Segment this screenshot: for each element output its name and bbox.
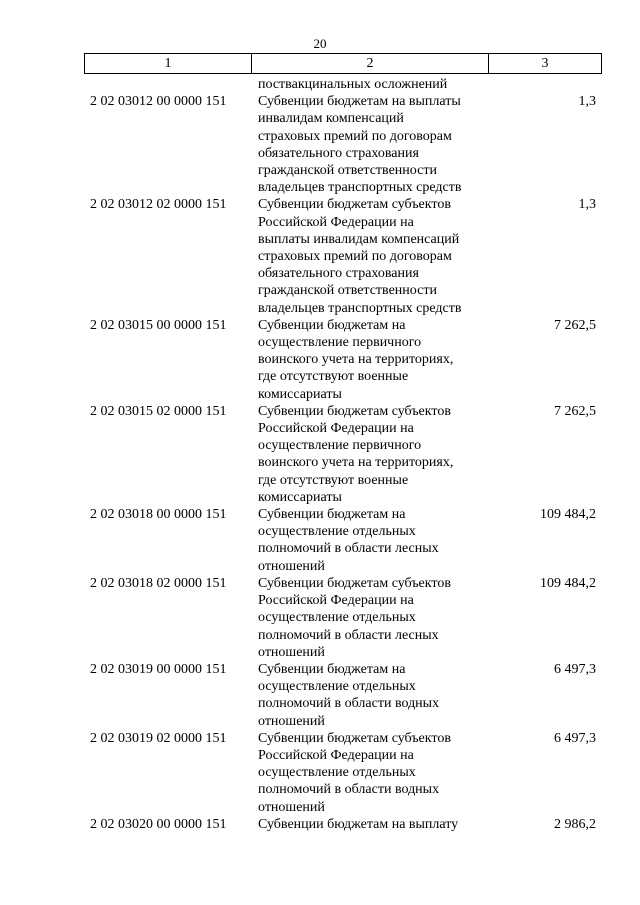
budget-code: 2 02 03015 00 0000 151 xyxy=(90,317,227,333)
description-line: полномочий в области водных xyxy=(258,696,440,712)
budget-code: 2 02 03012 00 0000 151 xyxy=(90,94,227,110)
description xyxy=(258,730,490,816)
description-line: Российской Федерации на xyxy=(258,747,414,763)
description-line: выплаты инвалидам компенсаций xyxy=(258,231,460,247)
column-header-table xyxy=(84,53,602,74)
budget-code: 2 02 03015 02 0000 151 xyxy=(90,403,227,419)
description xyxy=(258,403,490,506)
description-line: Субвенции бюджетам субъектов xyxy=(258,403,451,419)
amount: 2 986,2 xyxy=(554,816,596,832)
description-line: Субвенции бюджетам на xyxy=(258,507,406,523)
continuation-line: поствакцинальных осложнений xyxy=(258,77,448,92)
description-line: отношений xyxy=(258,558,325,574)
amount: 7 262,5 xyxy=(554,403,596,419)
table-row xyxy=(0,730,640,816)
description-line: Российской Федерации на xyxy=(258,421,414,437)
table-row xyxy=(0,317,640,403)
budget-code: 2 02 03020 00 0000 151 xyxy=(90,816,227,832)
description xyxy=(258,661,490,730)
amount: 1,3 xyxy=(578,94,596,110)
description-line: осуществление отдельных xyxy=(258,679,416,695)
description-line: Российской Федерации на xyxy=(258,214,414,230)
description-line: осуществление отдельных xyxy=(258,610,416,626)
page-number: 20 xyxy=(313,36,327,51)
description-line: воинского учета на территориях, xyxy=(258,455,454,471)
amount: 109 484,2 xyxy=(540,507,596,523)
description-line: полномочий в области водных xyxy=(258,782,440,798)
description-line: осуществление отдельных xyxy=(258,524,416,540)
description-line: Субвенции бюджетам субъектов xyxy=(258,197,451,213)
amount: 109 484,2 xyxy=(540,575,596,591)
description-line: гражданской ответственности xyxy=(258,163,437,179)
description xyxy=(258,816,490,833)
description-line: воинского учета на территориях, xyxy=(258,352,454,368)
amount: 1,3 xyxy=(578,197,596,213)
description-line: где отсутствуют военные xyxy=(258,472,409,488)
description-line: страховых премий по договорам xyxy=(258,249,452,265)
table-row xyxy=(0,506,640,575)
description-line: Субвенции бюджетам на xyxy=(258,317,406,333)
amount: 7 262,5 xyxy=(554,317,596,333)
description-line: осуществление первичного xyxy=(258,438,422,454)
description-line: отношений xyxy=(258,799,325,815)
description xyxy=(258,317,490,403)
description-line: обязательного страхования xyxy=(258,266,419,282)
budget-code: 2 02 03018 02 0000 151 xyxy=(90,575,227,591)
table-row xyxy=(0,403,640,506)
table-row xyxy=(0,93,640,196)
amount: 6 497,3 xyxy=(554,661,596,677)
description xyxy=(258,575,490,661)
column-header-2: 2 xyxy=(252,54,489,74)
description-line: полномочий в области лесных xyxy=(258,541,439,557)
description-line: осуществление отдельных xyxy=(258,765,416,781)
description-line: инвалидам компенсаций xyxy=(258,111,404,127)
description-line: владельцев транспортных средств xyxy=(258,180,462,196)
budget-code: 2 02 03019 02 0000 151 xyxy=(90,730,227,746)
description xyxy=(258,196,490,316)
description xyxy=(258,506,490,575)
description-line: Субвенции бюджетам на выплату xyxy=(258,816,459,832)
description-line: Субвенции бюджетам субъектов xyxy=(258,730,451,746)
budget-code: 2 02 03019 00 0000 151 xyxy=(90,661,227,677)
budget-code: 2 02 03012 02 0000 151 xyxy=(90,197,227,213)
table-row xyxy=(0,816,640,833)
table-row xyxy=(0,575,640,661)
description-line: полномочий в области лесных xyxy=(258,627,439,643)
description-line: отношений xyxy=(258,644,325,660)
description-line: Субвенции бюджетам субъектов xyxy=(258,575,451,591)
description-line: страховых премий по договорам xyxy=(258,128,452,144)
description-line: обязательного страхования xyxy=(258,145,419,161)
description-line: комиссариаты xyxy=(258,386,342,402)
description-line: владельцев транспортных средств xyxy=(258,300,462,316)
budget-code: 2 02 03018 00 0000 151 xyxy=(90,507,227,523)
table-body xyxy=(0,76,640,833)
description-line: отношений xyxy=(258,713,325,729)
amount: 6 497,3 xyxy=(554,730,596,746)
description xyxy=(258,93,490,196)
description-line: гражданской ответственности xyxy=(258,283,437,299)
column-header-3: 3 xyxy=(489,54,602,74)
table-row xyxy=(0,196,640,316)
description-line: осуществление первичного xyxy=(258,335,422,351)
description-line: Субвенции бюджетам на выплаты xyxy=(258,94,461,110)
table-row xyxy=(0,661,640,730)
column-header-1: 1 xyxy=(85,54,252,74)
description-line: где отсутствуют военные xyxy=(258,369,409,385)
description-line: комиссариаты xyxy=(258,489,342,505)
description-line: Субвенции бюджетам на xyxy=(258,661,406,677)
description-line: Российской Федерации на xyxy=(258,593,414,609)
